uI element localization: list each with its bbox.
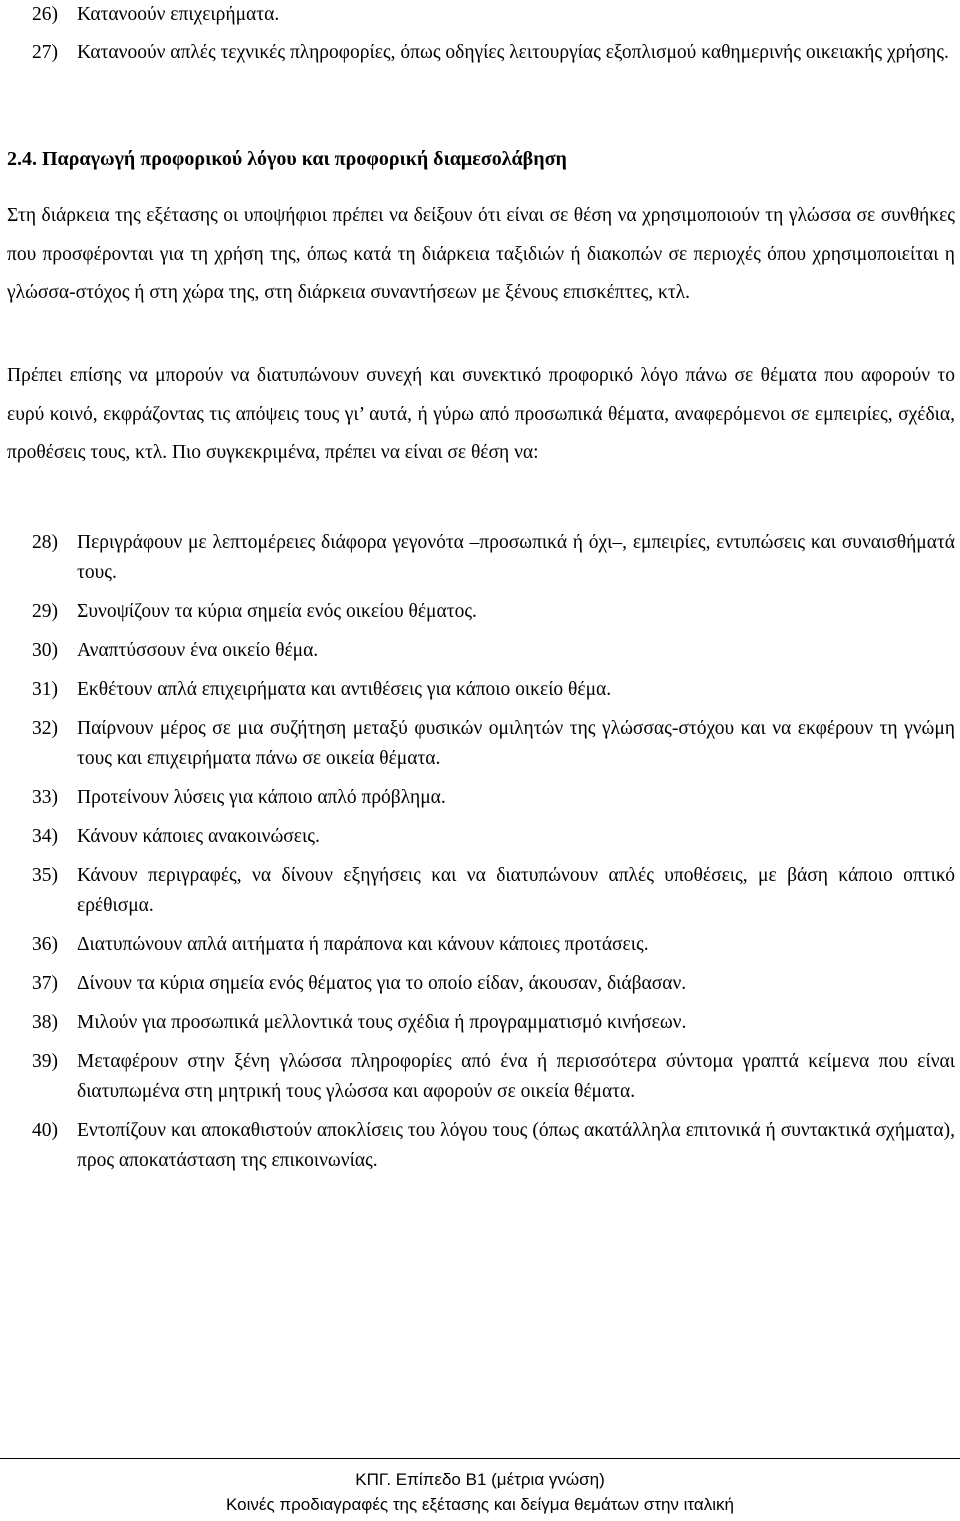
item-number: 39) — [32, 1051, 58, 1072]
item-number: 32) — [32, 718, 58, 739]
section-paragraph-2: Πρέπει επίσης να μπορούν να διατυπώνουν συνεχή και συνεκτικό προφορικό λόγο πάνω σε θέματα που αφορούν το ευρύ κοινό, εκφράζοντας τις απόψεις τους γι’ αυτά, ή γύρω από προσωπικά θέματα, αναφερόμενοι σε εμπειρίες, σχέδια, προθέσεις τους, κτλ. Πιο συγκεκριμένα, πρέπει να είναι σε θέση να: — [7, 365, 955, 463]
item-text: Κατανοούν απλές τεχνικές πληροφορίες, όπως οδηγίες λειτουργίας εξοπλισμού καθημερινής οικειακής χρήσης. — [77, 42, 949, 63]
list-item-36 — [7, 930, 955, 960]
item-text: Κάνουν περιγραφές, να δίνουν εξηγήσεις και να διατυπώνουν απλές υποθέσεις, με βάση κάποιο οπτικό ερέθισμα. — [77, 865, 955, 916]
item-number: 33) — [32, 787, 58, 808]
item-number: 38) — [32, 1012, 58, 1033]
section-paragraph-1: Στη διάρκεια της εξέτασης οι υποψήφιοι πρέπει να δείξουν ότι είναι σε θέση να χρησιμοποιούν τη γλώσσα σε συνθήκες που προσφέρονται για τη χρήση της, όπως κατά τη διάρκεια ταξιδιών ή διακοπών σε περιοχές όπου χρησιμοποιείται η γλώσσα-στόχος ή στη χώρα της, στη διάρκεια συναντήσεων με ξένους επισκέπτες, κτλ. — [7, 205, 955, 303]
item-text: Περιγράφουν με λεπτομέρειες διάφορα γεγονότα –προσωπικά ή όχι–, εμπειρίες, εντυπώσεις και συναισθήματά τους. — [77, 532, 955, 583]
item-text: Εκθέτουν απλά επιχειρήματα και αντιθέσεις για κάποιο οικείο θέμα. — [77, 679, 612, 700]
item-text: Διατυπώνουν απλά αιτήματα ή παράπονα και κάνουν κάποιες προτάσεις. — [77, 934, 649, 955]
item-number: 28) — [32, 532, 58, 553]
item-text: Αναπτύσσουν ένα οικείο θέμα. — [77, 640, 319, 661]
list-item-29 — [7, 597, 955, 627]
item-number: 31) — [32, 679, 58, 700]
list-item-34 — [7, 822, 955, 852]
item-number: 29) — [32, 601, 58, 622]
footer-title: Κοινές προδιαγραφές της εξέτασης και δείγμα θεμάτων στην ιταλική — [226, 1495, 734, 1514]
item-text: Μιλούν για προσωπικά μελλοντικά τους σχέδια ή προγραμματισμό κινήσεων. — [77, 1012, 687, 1033]
list-item-38 — [7, 1008, 955, 1038]
list-item-35 — [7, 861, 955, 921]
item-number: 34) — [32, 826, 58, 847]
list-item-27 — [7, 38, 955, 68]
item-text: Παίρνουν μέρος σε μια συζήτηση μεταξύ φυσικών ομιλητών της γλώσσας-στόχου και να εκφέρουν τη γνώμη τους και επιχειρήματα πάνω σε οικεία θέματα. — [77, 718, 955, 769]
item-number: 35) — [32, 865, 58, 886]
item-text: Συνοψίζουν τα κύρια σημεία ενός οικείου θέματος. — [77, 601, 477, 622]
list-item-37 — [7, 969, 955, 999]
list-item-26 — [7, 0, 955, 30]
page-footer — [0, 1458, 960, 1517]
item-number: 36) — [32, 934, 58, 955]
list-item-30 — [7, 636, 955, 666]
list-item-28 — [7, 528, 955, 588]
item-number: 26) — [32, 4, 58, 25]
list-item-32 — [7, 714, 955, 774]
section-heading: 2.4. Παραγωγή προφορικού λόγου και προφορική διαμεσολάβηση — [7, 148, 567, 170]
item-text: Δίνουν τα κύρια σημεία ενός θέματος για το οποίο είδαν, άκουσαν, διάβασαν. — [77, 973, 687, 994]
item-text: Μεταφέρουν στην ξένη γλώσσα πληροφορίες από ένα ή περισσότερα σύντομα γραπτά κείμενα που είναι διατυπωμένα στη μητρική τους γλώσσα και αφορούν σε οικεία θέματα. — [77, 1051, 955, 1102]
item-text: Κατανοούν επιχειρήματα. — [77, 4, 280, 25]
item-text: Προτείνουν λύσεις για κάποιο απλό πρόβλημα. — [77, 787, 446, 808]
item-number: 37) — [32, 973, 58, 994]
item-text: Εντοπίζουν και αποκαθιστούν αποκλίσεις του λόγου τους (όπως ακατάλληλα επιτονικά ή συντακτικά σχήματα), προς αποκατάσταση της επικοινωνίας. — [77, 1120, 955, 1171]
item-number: 30) — [32, 640, 58, 661]
item-number: 27) — [32, 42, 58, 63]
list-item-39 — [7, 1047, 955, 1107]
item-text: Κάνουν κάποιες ανακοινώσεις. — [77, 826, 320, 847]
list-item-40 — [7, 1116, 955, 1176]
item-number: 40) — [32, 1120, 58, 1141]
objectives-list — [7, 528, 955, 1185]
footer-level: ΚΠΓ. Επίπεδο Β1 (μέτρια γνώση) — [355, 1470, 605, 1489]
list-item-33 — [7, 783, 955, 813]
list-item-31 — [7, 675, 955, 705]
